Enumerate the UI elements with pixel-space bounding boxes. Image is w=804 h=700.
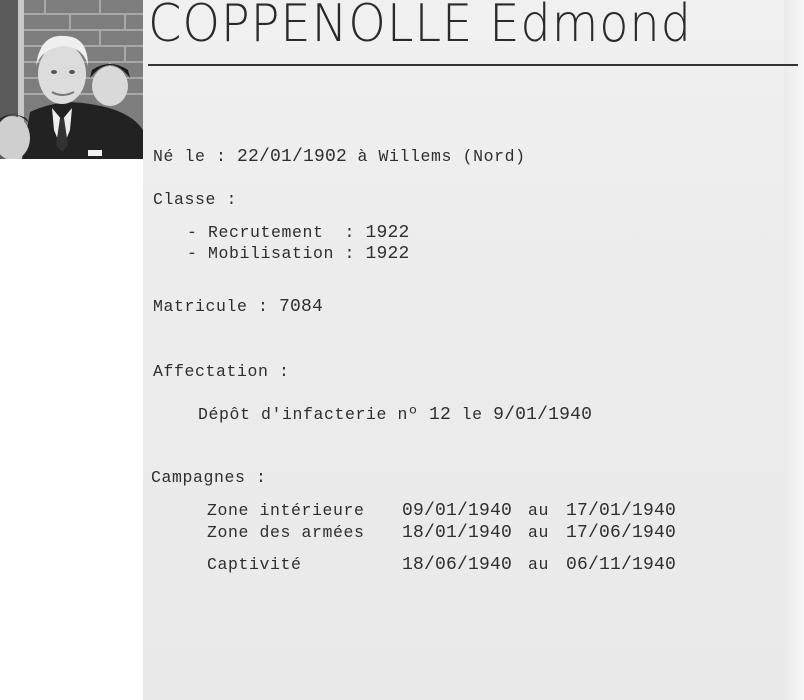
campaign-separator: au (528, 555, 550, 574)
birth-place: à Willems (Nord) (347, 147, 526, 166)
recrutement-line (187, 223, 410, 243)
title-underline (148, 64, 798, 66)
recrutement-value: 1922 (365, 223, 410, 243)
campaign-end: 17/06/1940 (566, 523, 677, 543)
document-paper (143, 0, 804, 700)
mobilisation-line (187, 244, 410, 264)
affectation-label: Affectation : (153, 362, 290, 381)
campaign-zone: Zone des armées (207, 523, 365, 542)
birth-date: 22/01/1902 (237, 147, 348, 167)
affectation-number: 12 (429, 405, 452, 425)
campaign-start: 18/01/1940 (402, 523, 513, 543)
paper-edge (784, 0, 804, 700)
campaign-separator: au (528, 501, 550, 520)
campagnes-label: Campagnes : (151, 468, 267, 487)
affectation-line (198, 405, 592, 425)
campaign-separator: au (528, 523, 550, 542)
affectation-text: Dépôt d'infacterie nº (198, 405, 430, 424)
recrutement-label: - Recrutement : (187, 223, 366, 242)
affectation-le: le (451, 405, 494, 424)
campaign-end: 06/11/1940 (566, 555, 677, 575)
classe-label: Classe : (153, 190, 238, 209)
campaign-start: 18/06/1940 (402, 555, 513, 575)
campaign-start: 09/01/1940 (402, 501, 513, 521)
matricule-label: Matricule : (153, 297, 280, 316)
portrait-photo (0, 0, 143, 159)
campaign-end: 17/01/1940 (566, 501, 677, 521)
matricule-value: 7084 (279, 297, 324, 317)
affectation-date: 9/01/1940 (493, 405, 593, 425)
birth-line (153, 147, 526, 167)
mobilisation-label: - Mobilisation : (187, 244, 366, 263)
document-title: COPPENOLLE Edmond (148, 0, 692, 54)
matricule-line (153, 297, 323, 317)
birth-label: Né le : (153, 147, 238, 166)
mobilisation-value: 1922 (365, 244, 410, 264)
campaign-zone: Captivité (207, 555, 302, 574)
campaign-zone: Zone intérieure (207, 501, 365, 520)
